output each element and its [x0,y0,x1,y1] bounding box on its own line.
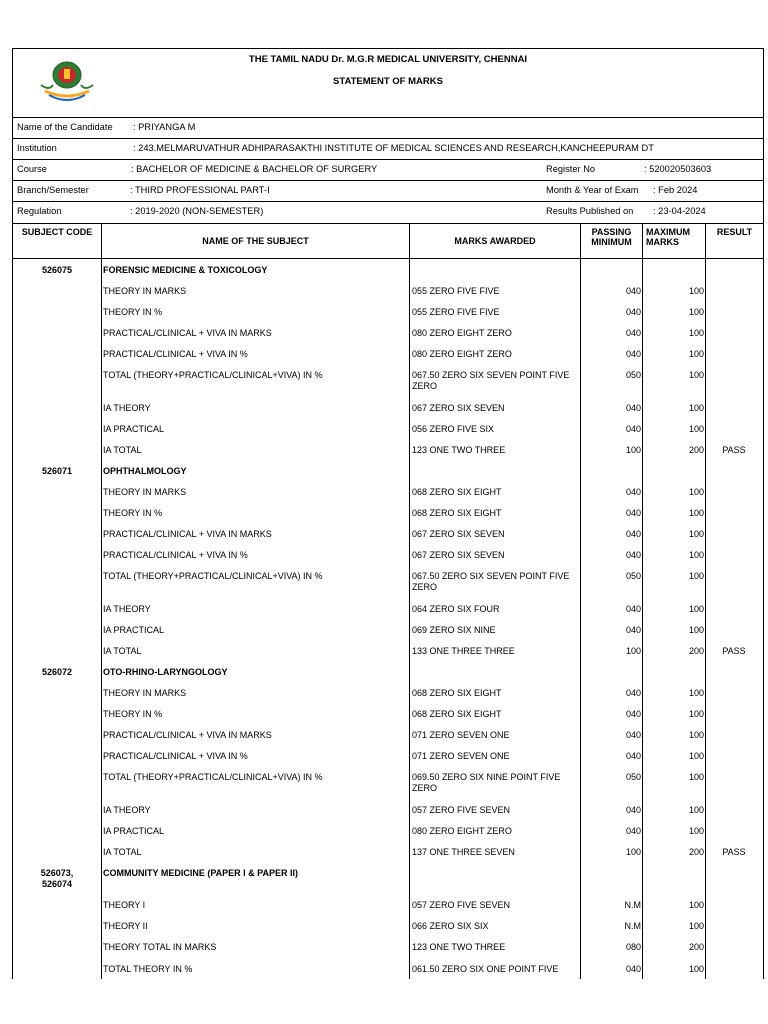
passing-minimum: N.M [624,900,641,910]
maximum-marks: 100 [688,604,704,614]
table-row [13,261,763,282]
column-header-marks: MARKS AWARDED [410,223,581,259]
marks-awarded: 055 ZERO FIVE FIVE [412,286,500,296]
passing-minimum: 040 [625,550,641,560]
subject-name: TOTAL (THEORY+PRACTICAL/CLINICAL+VIVA) IN % [103,370,323,380]
table-row [13,399,763,420]
maximum-marks: 100 [688,921,704,931]
table-row [13,663,763,684]
marks-awarded: 056 ZERO FIVE SIX [412,424,495,434]
marks-awarded: 068 ZERO SIX EIGHT [412,709,502,719]
passing-minimum: 040 [625,424,641,434]
passing-minimum: 050 [625,571,641,581]
subject-name: FORENSIC MEDICINE & TOXICOLOGY [103,265,268,275]
marks-awarded: 068 ZERO SIX EIGHT [412,487,502,497]
subject-name: IA TOTAL [103,445,142,455]
subject-name: IA PRACTICAL [103,826,165,836]
marks-awarded: 123 ONE TWO THREE [412,942,506,952]
maximum-marks: 100 [688,772,704,782]
register-value: : 520020503603 [644,164,712,174]
subject-code: 526072 [41,667,73,677]
column-header-subject: NAME OF THE SUBJECT [102,223,410,259]
table-row [13,684,763,705]
subject-name: THEORY II [103,921,148,931]
branch-label: Branch/Semester [17,185,89,195]
marks-awarded: 071 ZERO SEVEN ONE [412,751,510,761]
maximum-marks: 100 [688,286,704,296]
maximum-marks: 100 [688,751,704,761]
passing-minimum: 040 [625,688,641,698]
maximum-marks: 100 [688,328,704,338]
table-row [13,801,763,822]
institution-label: Institution [17,143,57,153]
table-row [13,441,763,462]
branch-row [13,180,763,202]
column-header-code: SUBJECT CODE [13,223,102,259]
passing-minimum: 040 [625,604,641,614]
marks-awarded: 057 ZERO FIVE SEVEN [412,805,511,815]
maximum-marks: 200 [688,646,704,656]
passing-minimum: 100 [625,646,641,656]
marks-awarded: 068 ZERO SIX EIGHT [412,688,502,698]
maximum-marks: 100 [688,550,704,560]
result-status: PASS [722,847,746,857]
course-row [13,159,763,181]
table-row [13,567,763,600]
maximum-marks: 100 [688,424,704,434]
subject-name: IA PRACTICAL [103,424,165,434]
maximum-marks: 100 [688,900,704,910]
passing-minimum: 040 [625,529,641,539]
subject-name: THEORY IN MARKS [103,688,187,698]
register-label: Register No [546,164,596,174]
passing-minimum: 040 [625,751,641,761]
course-label: Course [17,164,47,174]
table-row [13,822,763,843]
marks-awarded: 067 ZERO SIX SEVEN [412,529,505,539]
marks-awarded: 055 ZERO FIVE FIVE [412,307,500,317]
statement-title: STATEMENT OF MARKS [333,76,443,87]
table-row [13,642,763,663]
marks-awarded: 071 ZERO SEVEN ONE [412,730,510,740]
passing-minimum: 040 [625,508,641,518]
subject-name: IA THEORY [103,604,151,614]
marks-awarded: 080 ZERO EIGHT ZERO [412,349,512,359]
table-row [13,546,763,567]
candidate-name-row [13,117,763,139]
maximum-marks: 100 [688,508,704,518]
subject-name: OTO-RHINO-LARYNGOLOGY [103,667,228,677]
regulation-label: Regulation [17,206,62,216]
column-header-result: RESULT [706,223,763,259]
table-row [13,843,763,864]
subject-name: PRACTICAL/CLINICAL + VIVA IN MARKS [103,529,272,539]
table-row [13,768,763,801]
passing-minimum: 040 [625,805,641,815]
candidate-name: : PRIYANGA M [133,122,196,132]
table-row [13,420,763,441]
subject-name: IA TOTAL [103,646,142,656]
marks-awarded: 137 ONE THREE SEVEN [412,847,515,857]
result-status: PASS [722,646,746,656]
maximum-marks: 100 [688,370,704,380]
subject-code: 526075 [41,265,73,275]
passing-minimum: 040 [625,487,641,497]
marks-awarded: 057 ZERO FIVE SEVEN [412,900,511,910]
marks-awarded: 068 ZERO SIX EIGHT [412,508,502,518]
institution-value: : 243.MELMARUVATHUR ADHIPARASAKTHI INSTITUTE OF MEDICAL SCIENCES AND RESEARCH,KANCHEEPURAM DT [133,143,654,153]
table-row [13,282,763,303]
subject-name: IA THEORY [103,403,151,413]
candidate-name-label: Name of the Candidate [17,122,113,132]
institution-row [13,138,763,160]
subject-name: TOTAL THEORY IN % [103,964,193,974]
passing-minimum: 080 [625,942,641,952]
column-header-maximum: MAXIMUM MARKS [643,223,706,259]
table-row [13,705,763,726]
marks-awarded: 080 ZERO EIGHT ZERO [412,826,512,836]
maximum-marks: 100 [688,805,704,815]
maximum-marks: 100 [688,349,704,359]
maximum-marks: 100 [688,307,704,317]
subject-name: IA TOTAL [103,847,142,857]
maximum-marks: 100 [688,730,704,740]
maximum-marks: 100 [688,709,704,719]
branch-value: : THIRD PROFESSIONAL PART-I [130,185,270,195]
marks-awarded: 064 ZERO SIX FOUR [412,604,500,614]
subject-name: PRACTICAL/CLINICAL + VIVA IN % [103,349,248,359]
table-row [13,324,763,345]
table-row [13,483,763,504]
maximum-marks: 200 [688,847,704,857]
table-row [13,303,763,324]
subject-name: THEORY IN MARKS [103,487,187,497]
maximum-marks: 200 [688,942,704,952]
marks-awarded: 067 ZERO SIX SEVEN [412,550,505,560]
maximum-marks: 100 [688,688,704,698]
subject-name: THEORY I [103,900,146,910]
marks-awarded: 133 ONE THREE THREE [412,646,515,656]
passing-minimum: 040 [625,625,641,635]
passing-minimum: 050 [625,370,641,380]
maximum-marks: 100 [688,964,704,974]
passing-minimum: 100 [625,847,641,857]
marks-awarded: 066 ZERO SIX SIX [412,921,489,931]
subject-name: PRACTICAL/CLINICAL + VIVA IN MARKS [103,328,272,338]
column-header-passing: PASSING MINIMUM [581,223,643,259]
table-row [13,747,763,768]
published-value: : 23-04-2024 [653,206,706,216]
university-name: THE TAMIL NADU Dr. M.G.R MEDICAL UNIVERSITY, CHENNAI [248,54,528,65]
marks-awarded: 067.50 ZERO SIX SEVEN POINT FIVE ZERO [412,370,570,391]
subject-name: IA PRACTICAL [103,625,165,635]
passing-minimum: 040 [625,403,641,413]
table-row [13,462,763,483]
table-row [13,726,763,747]
subject-name: OPHTHALMOLOGY [103,466,187,476]
table-row [13,938,763,960]
subject-code: 526073, 526074 [40,868,74,889]
subject-name: PRACTICAL/CLINICAL + VIVA IN MARKS [103,730,272,740]
statement-header [13,49,763,118]
maximum-marks: 100 [688,625,704,635]
marks-statement [12,48,764,979]
maximum-marks: 100 [688,826,704,836]
regulation-value: : 2019-2020 (NON-SEMESTER) [130,206,264,216]
passing-minimum: 040 [625,730,641,740]
exam-month-value: : Feb 2024 [653,185,698,195]
maximum-marks: 100 [688,529,704,539]
subject-name: THEORY TOTAL IN MARKS [103,942,217,952]
subject-name: COMMUNITY MEDICINE (PAPER I & PAPER II) [103,868,299,878]
subject-name: PRACTICAL/CLINICAL + VIVA IN % [103,751,248,761]
table-row [13,917,763,938]
table-row [13,345,763,366]
passing-minimum: 040 [625,286,641,296]
passing-minimum: 100 [625,445,641,455]
passing-minimum: 040 [625,307,641,317]
maximum-marks: 100 [688,403,704,413]
subject-name: PRACTICAL/CLINICAL + VIVA IN % [103,550,248,560]
table-row [13,504,763,525]
table-row [13,366,763,399]
course-value: : BACHELOR OF MEDICINE & BACHELOR OF SURGERY [131,164,378,174]
passing-minimum: 040 [625,328,641,338]
passing-minimum: 040 [625,964,641,974]
regulation-row [13,201,763,224]
published-label: Results Published on [546,206,634,216]
table-row [13,621,763,642]
marks-awarded: 080 ZERO EIGHT ZERO [412,328,512,338]
table-row [13,864,763,896]
passing-minimum: 040 [625,349,641,359]
exam-month-label: Month & Year of Exam [546,185,639,195]
passing-minimum: N.M [624,921,641,931]
subject-name: THEORY IN MARKS [103,286,187,296]
table-row [13,525,763,546]
marks-awarded: 061.50 ZERO SIX ONE POINT FIVE [412,964,559,974]
marks-awarded: 069.50 ZERO SIX NINE POINT FIVE ZERO [412,772,561,793]
maximum-marks: 200 [688,445,704,455]
passing-minimum: 040 [625,826,641,836]
marks-awarded: 067.50 ZERO SIX SEVEN POINT FIVE ZERO [412,571,570,592]
subject-name: IA THEORY [103,805,151,815]
subject-code: 526071 [41,466,73,476]
marks-awarded: 069 ZERO SIX NINE [412,625,496,635]
maximum-marks: 100 [688,571,704,581]
passing-minimum: 050 [625,772,641,782]
subject-name: THEORY IN % [103,508,163,518]
subject-name: TOTAL (THEORY+PRACTICAL/CLINICAL+VIVA) IN % [103,571,323,581]
marks-awarded: 123 ONE TWO THREE [412,445,506,455]
marks-awarded: 067 ZERO SIX SEVEN [412,403,505,413]
subject-name: THEORY IN % [103,307,163,317]
result-status: PASS [722,445,746,455]
table-row [13,600,763,621]
subject-name: THEORY IN % [103,709,163,719]
table-row [13,896,763,917]
table-row [13,960,763,982]
maximum-marks: 100 [688,487,704,497]
subject-name: TOTAL (THEORY+PRACTICAL/CLINICAL+VIVA) IN % [103,772,323,782]
passing-minimum: 040 [625,709,641,719]
